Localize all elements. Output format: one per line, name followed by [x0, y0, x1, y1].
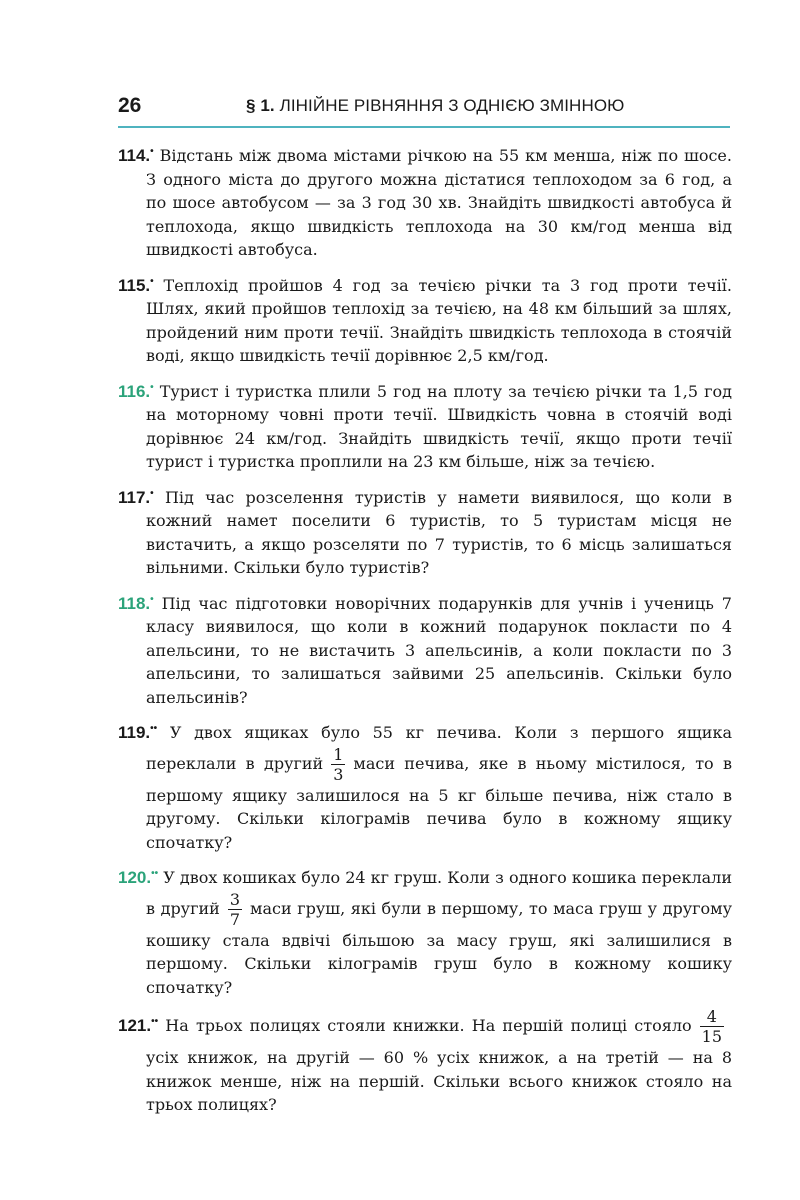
difficulty-mark: • — [150, 487, 154, 499]
section-mark: § 1. — [246, 96, 275, 115]
problem-120 — [118, 862, 732, 999]
section-title — [246, 96, 624, 116]
problem-118 — [118, 588, 732, 710]
problem-number: 118.• — [118, 593, 154, 613]
problem-number: 117.• — [118, 487, 154, 507]
fraction — [331, 745, 345, 784]
problem-121 — [118, 1007, 732, 1117]
difficulty-mark: • — [150, 593, 154, 605]
fraction-numerator: 4 — [700, 1007, 724, 1027]
fraction-denominator: 3 — [333, 764, 344, 784]
problem-number: 121.•• — [118, 1016, 159, 1035]
fraction — [228, 890, 242, 929]
difficulty-mark: •• — [151, 1016, 159, 1027]
problem-text-after: маси печива, яке в ньому містилося, то в першому ящику залишилося на 5 кг більше печива, ніж стало в другому. Скільки кілограмів печива було в кожному ящику спочатку? — [146, 753, 732, 852]
fraction — [700, 1007, 724, 1046]
problem-text: Під час розселення туристів у намети виявилося, що коли в кожний намет поселити 6 туристів, то 5 туристам місця не вистачить, а якщо розселяти по 7 туристів, то 6 місць залишаться вільними. Скільки було туристів? — [146, 487, 732, 577]
problem-text: Відстань між двома містами річкою на 55 км менша, ніж по шосе. З одного міста до другого можна дістатися теплоходом за 6 год, а по шосе автобусом — за 3 год 30 хв. Знайдіть швидкості автобуса й теплохода, якщо швидкість теплохода на 30 км/год менша від швидкості автобуса. — [146, 146, 732, 259]
page-number: 26 — [118, 94, 142, 117]
fraction-numerator: 1 — [333, 744, 344, 764]
difficulty-mark: • — [150, 275, 154, 287]
problems-list — [118, 140, 732, 1125]
fraction-numerator: 3 — [229, 889, 240, 909]
problem-number: 115.• — [118, 275, 154, 295]
difficulty-mark: •• — [151, 868, 159, 879]
problem-text-after: маси груш, які були в першому, то маса груш у другому кошику стала вдвічі більшою за масу груш, які залишилися в першому. Скільки кілограмів груш було в кожному кошику спочатку? — [146, 898, 732, 997]
problem-number: 119.•• — [118, 723, 158, 742]
fraction-denominator: 7 — [229, 909, 240, 929]
problem-text: Турист і туристка плили 5 год на плоту за течією річки та 1,5 год на моторному човні проти течії. Швидкість човна в стоячій воді дорівнює 24 км/год. Знайдіть швидкість течії, якщо проти течії турист і туристка проплили на 23 км більше, ніж за течією. — [146, 381, 732, 471]
page-header — [118, 88, 730, 128]
problem-number: 114.• — [118, 146, 154, 165]
problem-117 — [118, 482, 732, 580]
problem-116 — [118, 376, 732, 474]
fraction-denominator: 15 — [701, 1027, 722, 1046]
difficulty-mark: • — [150, 381, 154, 393]
problem-text-before: У двох ящиках було 55 кг печива. Коли з першого ящика переклали в другий — [146, 723, 732, 773]
problem-text-before: На трьох полицях стояли книжки. На першій полиці стояло — [165, 1016, 692, 1035]
problem-text-after: усіх книжок, на другій — 60 % усіх книжок, а на третій — на 8 книжок менше, ніж на першій. Скільки всього книжок стояло на трьох полицях? — [146, 1048, 732, 1114]
problem-115 — [118, 270, 732, 368]
problem-text: Під час підготовки новорічних подарунків для учнів і учениць 7 класу виявилося, що коли в кожний подарунок покласти по 4 апельсини, то не вистачить 3 апельсинів, а коли покласти по 3 апельсини, то залишаться зайвими 25 апельсинів. Скільки було апельсинів? — [146, 593, 732, 707]
problem-114 — [118, 140, 732, 262]
difficulty-mark: •• — [150, 723, 158, 734]
problem-number: 116.• — [118, 381, 154, 401]
section-title-text: ЛІНІЙНЕ РІВНЯННЯ З ОДНІЄЮ ЗМІННОЮ — [279, 96, 625, 115]
problem-119 — [118, 717, 732, 854]
difficulty-mark: • — [150, 146, 154, 157]
problem-text-before: У двох кошиках було 24 кг груш. Коли з одного кошика переклали в другий — [146, 868, 732, 918]
problem-number: 120.•• — [118, 868, 159, 887]
problem-text: Теплохід пройшов 4 год за течією річки та 3 год проти течії. Шлях, який пройшов теплохід за течією, на 48 км більший за шлях, пройдений ним проти течії. Знайдіть швидкість теплохода в стоячій воді, якщо швидкість течії дорівнює 2,5 км/год. — [146, 275, 732, 365]
